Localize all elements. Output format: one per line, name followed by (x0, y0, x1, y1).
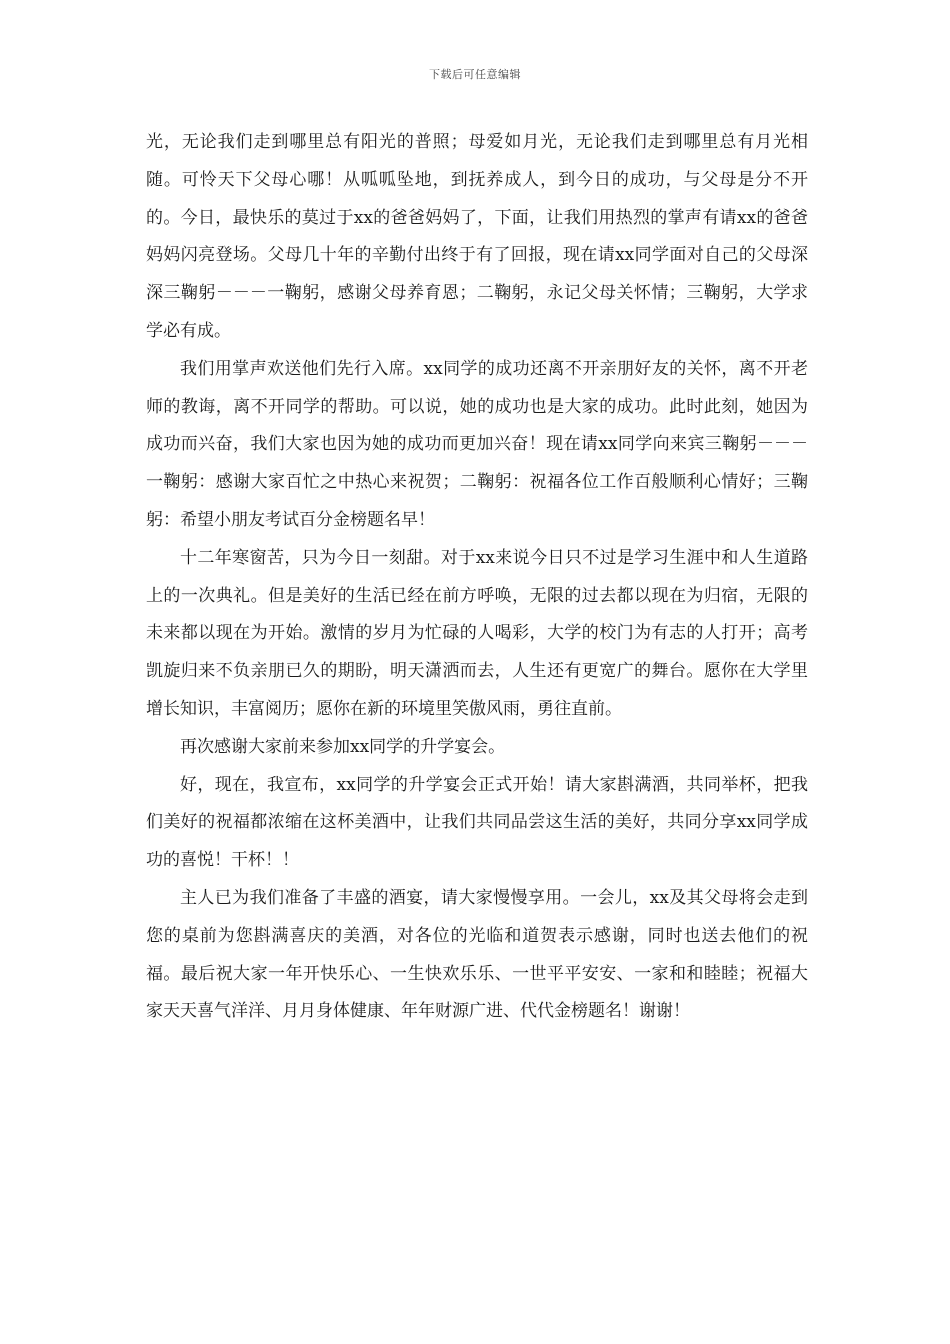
paragraph: 好，现在，我宣布，xx同学的升学宴会正式开始！请大家斟满酒，共同举杯，把我们美好的祝福都浓缩在这杯美酒中，让我们共同品尝这生活的美好，共同分享xx同学成功的喜悦！干杯！！ (146, 774, 808, 871)
document-body (146, 124, 808, 1031)
paragraph: 主人已为我们准备了丰盛的酒宴，请大家慢慢享用。一会儿，xx及其父母将会走到您的桌前为您斟满喜庆的美酒，对各位的光临和道贺表示感谢，同时也送去他们的祝福。最后祝大家一年开快乐心、一生快欢乐乐、一世平平安安、一家和和睦睦；祝福大家天天喜气洋洋、月月身体健康、年年财源广进、代代金榜题名！谢谢！ (146, 887, 808, 1022)
paragraph-continued: 光，无论我们走到哪里总有阳光的普照；母爱如月光，无论我们走到哪里总有月光相随。可怜天下父母心哪！从呱呱坠地，到抚养成人，到今日的成功，与父母是分不开的。今日，最快乐的莫过于xx的爸爸妈妈了，下面，让我们用热烈的掌声有请xx的爸爸妈妈闪亮登场。父母几十年的辛勤付出终于有了回报，现在请xx同学面对自己的父母深深三鞠躬－－－一鞠躬，感谢父母养育恩；二鞠躬，永记父母关怀情；三鞠躬，大学求学必有成。 (146, 132, 808, 341)
paragraph: 我们用掌声欢送他们先行入席。xx同学的成功还离不开亲朋好友的关怀，离不开老师的教诲，离不开同学的帮助。可以说，她的成功也是大家的成功。此时此刻，她因为成功而兴奋，我们大家也因为她的成功而更加兴奋！现在请xx同学向来宾三鞠躬－－－一鞠躬：感谢大家百忙之中热心来祝贺；二鞠躬：祝福各位工作百般顺利心情好；三鞠躬：希望小朋友考试百分金榜题名早！ (146, 358, 808, 530)
paragraph: 十二年寒窗苦，只为今日一刻甜。对于xx来说今日只不过是学习生涯中和人生道路上的一次典礼。但是美好的生活已经在前方呼唤，无限的过去都以现在为归宿，无限的未来都以现在为开始。激情的岁月为忙碌的人喝彩，大学的校门为有志的人打开；高考凯旋归来不负亲朋已久的期盼，明天潇洒而去，人生还有更宽广的舞台。愿你在大学里增长知识，丰富阅历；愿你在新的环境里笑傲风雨，勇往直前。 (146, 547, 808, 719)
paragraph: 再次感谢大家前来参加xx同学的升学宴会。 (180, 736, 506, 757)
page-header: 下载后可任意编辑 (429, 68, 521, 81)
